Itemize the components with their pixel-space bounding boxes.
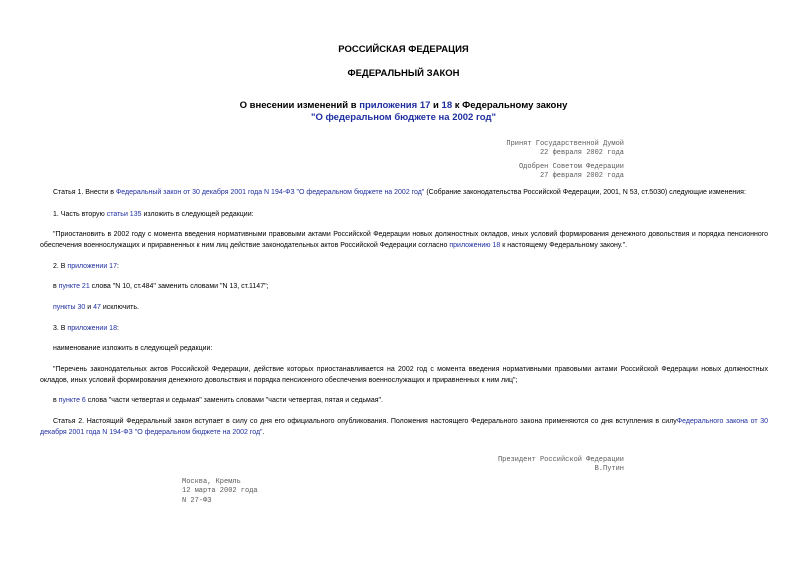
place-date-block: [182, 478, 258, 506]
council-line2: 27 февраля 2002 года: [539, 172, 624, 181]
link-point-21[interactable]: пункте 21: [58, 283, 90, 290]
item3-2-tail: слова "части четвертая и седьмая" заменить словами "части четвертая, пятая и седьмая".: [85, 397, 383, 404]
item2-2-and: и: [85, 304, 94, 311]
title-link-budget-law[interactable]: "О федеральном бюджете на 2002 год": [310, 112, 497, 123]
place: Москва, Кремль: [182, 478, 241, 486]
duma-adoption: [506, 140, 624, 159]
title-link-annex17[interactable]: приложения 17: [359, 100, 431, 111]
item3-2-text: в: [53, 397, 59, 404]
title-suffix: к Федеральному закону: [452, 100, 568, 111]
article1-intro: [40, 187, 768, 198]
quote1-tail: к настоящему Федеральному закону.".: [500, 242, 628, 250]
link-budget-law-2002[interactable]: Федеральный закон от 30 декабря 2001 года N 194-ФЗ "О федеральном бюджете на 2002 год": [115, 189, 425, 196]
law-number: N 27-ФЗ: [182, 496, 212, 505]
duma-line1: Принят Государственной Думой: [506, 140, 624, 148]
link-point-47[interactable]: 47: [93, 304, 101, 311]
signing-date: 12 марта 2002 года: [182, 487, 258, 496]
link-budget-law-2002-b[interactable]: Федерального закона от 30 декабря 2001 года N 194-ФЗ "О федеральном бюджете на 2002 год": [40, 418, 768, 437]
item2-text: 2. В: [53, 263, 68, 270]
link-annex-17[interactable]: приложении 17: [67, 263, 117, 270]
item3-2: [40, 395, 768, 406]
item1-text: 1. Часть вторую: [53, 211, 107, 218]
signature-block: [498, 456, 624, 475]
council-approval: [519, 163, 624, 182]
council-line1: Одобрен Советом Федерации: [518, 163, 624, 171]
title-link-annex18[interactable]: 18: [441, 100, 453, 111]
link-annex-18[interactable]: приложению 18: [449, 242, 501, 250]
item1: [40, 209, 768, 220]
item3-tail: :: [116, 325, 119, 332]
item3-1: наименование изложить в следующей редакции:: [53, 345, 213, 352]
article2-tail: .: [262, 429, 265, 437]
item2-1-text: в: [53, 283, 59, 290]
duma-line2: 22 февраля 2002 года: [539, 149, 624, 158]
item3-text: 3. В: [53, 325, 68, 332]
quote1-text: "Приостановить в 2002 году с момента введения нормативными правовыми актами Российской Федерации новых должностных окладов, иных условий формирования денежного довольствия и порядка пенсионного обеспечения военнослужащих и приравненных к ним лиц действие законодательных актов Российской Федерации согласно: [40, 231, 768, 250]
item2: [40, 261, 768, 272]
title-and: и: [430, 100, 442, 111]
law-type-heading: ФЕДЕРАЛЬНЫЙ ЗАКОН: [347, 68, 460, 79]
title-prefix: О внесении изменений в: [239, 100, 360, 111]
item1-tail: изложить в следующей редакции:: [141, 211, 254, 218]
article2-text: Статья 2. Настоящий Федеральный закон вступает в силу со дня его официального опубликования. Положения настоящего Федерального закона применяются со дня вступления в силу: [53, 418, 677, 425]
president-title: Президент Российской Федерации: [497, 456, 624, 464]
article2: [40, 416, 768, 439]
president-name: В.Путин: [594, 465, 624, 474]
link-article-135[interactable]: статьи 135: [106, 211, 142, 218]
article1-intro-text: Статья 1. Внести в: [53, 189, 116, 196]
link-points-30[interactable]: пункты 30: [53, 304, 86, 311]
law-title: [0, 100, 807, 124]
item2-1: [40, 281, 768, 292]
item2-2: [40, 302, 768, 313]
link-point-6[interactable]: пункте 6: [58, 397, 86, 404]
link-annex-18-b[interactable]: приложении 18: [67, 325, 117, 332]
quote1: [40, 229, 768, 252]
country-heading: РОССИЙСКАЯ ФЕДЕРАЦИЯ: [338, 44, 469, 55]
item2-1-tail: слова "N 10, ст.484" заменить словами "N 13, ст.1147";: [89, 283, 269, 290]
article1-intro-tail: (Собрание законодательства Российской Федерации, 2001, N 53, ст.5030) следующие изменения:: [424, 189, 746, 196]
quote2: "Перечень законодательных актов Российской Федерации, действие которых приостанавливается на 2002 год с момента введения нормативными правовыми актами Российской Федерации новых должностных окладов, иных условий формирования денежного довольствия и порядка пенсионного обеспечения военнослужащих и приравненных к ним лиц";: [40, 366, 768, 385]
item2-tail: :: [116, 263, 119, 270]
item2-2-tail: исключить.: [100, 304, 139, 311]
item3: [40, 323, 768, 334]
